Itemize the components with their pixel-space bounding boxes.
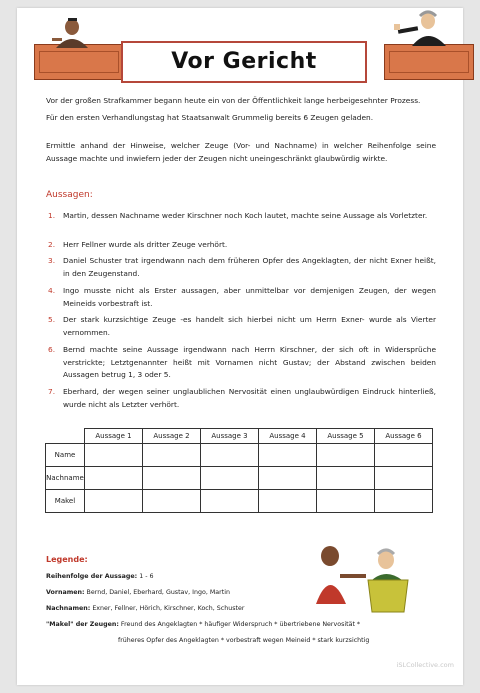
table-row (46, 467, 433, 490)
column-header: Aussage 5 (317, 429, 375, 444)
answer-cell[interactable] (259, 467, 317, 490)
courtroom-cartoon-icon (312, 540, 418, 614)
intro-line-1: Vor der großen Strafkammer begann heute ein von der Öffentlichkeit lange herbeigesehnter Prozess. (46, 96, 421, 105)
answer-cell[interactable] (201, 467, 259, 490)
title-box (121, 41, 367, 83)
row-header: Makel (46, 490, 85, 513)
clue-text: Eberhard, der wegen seiner unglaublichen Nervosität einen unglaubwürdigen Eindruck hinterließ, wurde nicht als Letzter verhört. (63, 387, 436, 409)
clue-text: Herr Fellner wurde als dritter Zeuge verhört. (63, 240, 228, 249)
watermark: iSLCollective.com (396, 661, 454, 669)
column-header: Aussage 6 (375, 429, 433, 444)
column-header: Aussage 4 (259, 429, 317, 444)
page-title: Vor Gericht (171, 49, 317, 74)
legend-makel-continued: früheres Opfer des Angeklagten * vorbestraft wegen Meineid * stark kurzsichtig (118, 637, 370, 644)
answer-cell[interactable] (85, 444, 143, 467)
table-row (46, 444, 433, 467)
row-header: Name (46, 444, 85, 467)
legend-nachnamen (46, 605, 244, 612)
witness-bench-left (34, 44, 124, 80)
table-corner (46, 429, 85, 444)
legend-vornamen (46, 589, 230, 596)
clue-number: 6. (48, 345, 56, 354)
solution-table (45, 428, 433, 513)
legend-value: Bernd, Daniel, Eberhard, Gustav, Ingo, Martin (86, 589, 230, 596)
answer-cell[interactable] (317, 444, 375, 467)
answer-cell[interactable] (375, 444, 433, 467)
clue-text: Der stark kurzsichtige Zeuge -es handelt sich hierbei nicht um Herrn Exner- wurde als Vierter vernommen. (63, 315, 436, 337)
legend-value: Freund des Angeklagten * häufiger Widerspruch * übertriebene Nervosität * (120, 621, 361, 628)
legend-value: Exner, Fellner, Hörich, Kirschner, Koch, Schuster (92, 605, 245, 612)
answer-cell[interactable] (375, 467, 433, 490)
task-text: Ermittle anhand der Hinweise, welcher Zeuge (Vor- und Nachname) in welcher Reihenfolge seine Aussage machte und inwiefern jeder der Zeugen nicht uneingeschränkt glaubwürdig wirkte. (46, 141, 436, 163)
answer-cell[interactable] (85, 490, 143, 513)
legend-value: 1 - 6 (139, 573, 154, 580)
table-header-row (46, 429, 433, 444)
row-header: Nachname (46, 467, 85, 490)
answer-cell[interactable] (201, 444, 259, 467)
legend-label: Reihenfolge der Aussage: (46, 573, 138, 580)
legend-label: Vornamen: (46, 589, 85, 596)
judge-bench-right (384, 44, 474, 80)
answer-cell[interactable] (85, 467, 143, 490)
answer-cell[interactable] (143, 444, 201, 467)
intro-line-2: Für den ersten Verhandlungstag hat Staatsanwalt Grummelig bereits 6 Zeugen geladen. (46, 113, 374, 122)
clue-number: 5. (48, 315, 56, 324)
judge-figure-icon (392, 10, 454, 46)
answer-cell[interactable] (201, 490, 259, 513)
legend-makel (46, 621, 360, 628)
column-header: Aussage 3 (201, 429, 259, 444)
answer-cell[interactable] (143, 467, 201, 490)
answer-cell[interactable] (143, 490, 201, 513)
clue-number: 1. (48, 211, 56, 220)
clue-number: 4. (48, 286, 56, 295)
clue-number: 3. (48, 256, 56, 265)
clue-text: Bernd machte seine Aussage irgendwann nach Herrn Kirschner, der sich oft in Widersprüche verstrickte; Letztgenannter heißt mit Vornamen nicht Gustav; der Abstand zwischen beiden Aussagen betrug 1, 3 oder 5. (63, 345, 436, 379)
clue-number: 7. (48, 387, 56, 396)
legend-heading: Legende: (46, 555, 88, 564)
legend-label: "Makel" der Zeugen: (46, 621, 119, 628)
clue-text: Daniel Schuster trat irgendwann nach dem früheren Opfer des Angeklagten, der nicht Exner heißt, in den Zeugenstand. (63, 256, 436, 278)
aussagen-heading: Aussagen: (46, 190, 93, 200)
column-header: Aussage 1 (85, 429, 143, 444)
column-header: Aussage 2 (143, 429, 201, 444)
header-illustration (22, 14, 458, 78)
table-row (46, 490, 433, 513)
legend-label: Nachnamen: (46, 605, 91, 612)
answer-cell[interactable] (259, 490, 317, 513)
legend-reihenfolge (46, 573, 154, 580)
clue-number: 2. (48, 240, 56, 249)
answer-cell[interactable] (375, 490, 433, 513)
clue-text: Martin, dessen Nachname weder Kirschner noch Koch lautet, machte seine Aussage als Vorletzter. (63, 211, 428, 220)
witness-figure-icon (50, 18, 96, 48)
answer-cell[interactable] (317, 490, 375, 513)
answer-cell[interactable] (259, 444, 317, 467)
answer-cell[interactable] (317, 467, 375, 490)
clue-text: Ingo musste nicht als Erster aussagen, aber unmittelbar vor demjenigen Zeugen, der wegen Meineids vorbestraft ist. (63, 286, 436, 308)
